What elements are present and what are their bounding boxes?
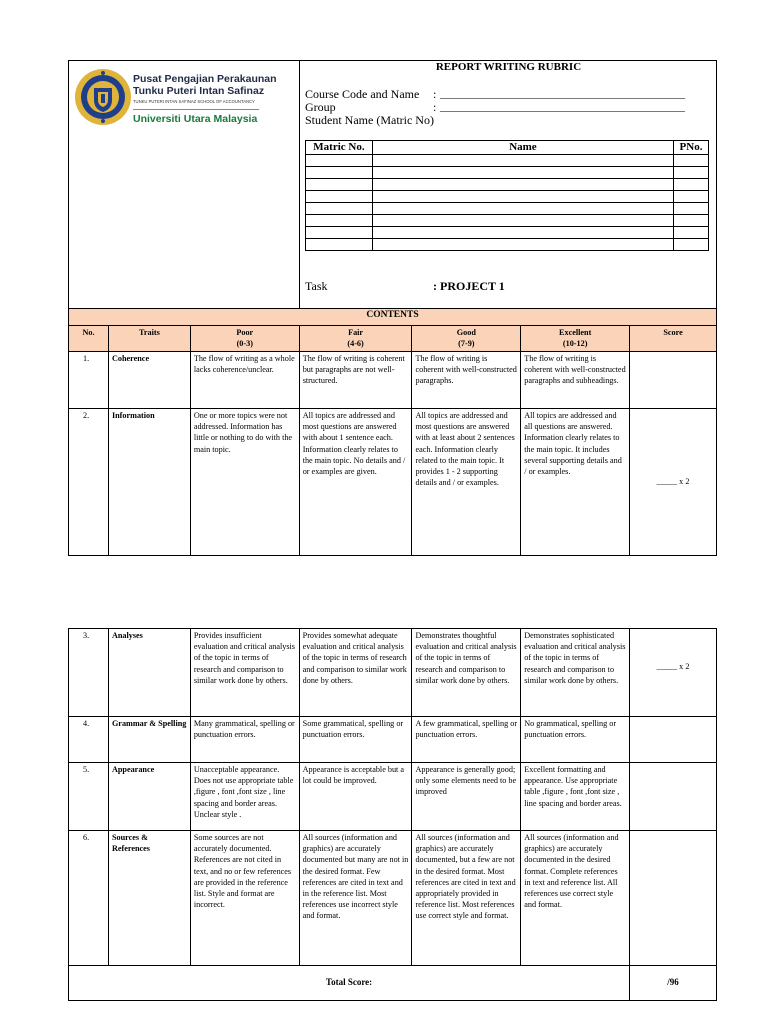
- fair-label: Fair: [348, 328, 364, 337]
- logo-line-3: TUNKU PUTERI INTAN SAFINAZ SCHOOL OF ACCOUNTANCY: [133, 99, 255, 104]
- score-cell[interactable]: [630, 352, 717, 409]
- poor-range: (0-3): [236, 339, 253, 349]
- col-poor: [190, 326, 299, 352]
- poor-cell: Unacceptable appearance. Does not use appropriate table ,figure , font ,font size , line spacing and border areas. Unclear style .: [190, 763, 299, 831]
- good-label: Good: [456, 328, 476, 337]
- fair-cell: Provides somewhat adequate evaluation and critical analysis of the topic in terms of research and comparison to similar work done by others.: [299, 629, 412, 717]
- trait-name: Appearance: [108, 763, 190, 831]
- col-no: No.: [69, 326, 109, 352]
- total-value[interactable]: /96: [630, 966, 717, 1001]
- university-logo: [74, 64, 132, 130]
- good-cell: All topics are addressed and most questions are answered with at least about 2 sentences each. Information clearly related to the main topic. It provides 1 - 2 supporting details and / or examples.: [412, 409, 521, 556]
- name-header: Name: [372, 141, 673, 155]
- uum-crest-icon: [74, 64, 132, 130]
- poor-cell: The flow of writing as a whole lacks coherence/unclear.: [190, 352, 299, 409]
- poor-label: Poor: [236, 328, 254, 337]
- total-row: [69, 966, 717, 1001]
- excellent-label: Excellent: [559, 328, 592, 337]
- matric-row[interactable]: [306, 203, 709, 215]
- page-title: REPORT WRITING RUBRIC: [435, 61, 582, 73]
- trait-name: Coherence: [108, 352, 190, 409]
- group-label: Group: [305, 100, 336, 114]
- good-cell: A few grammatical, spelling or punctuation errors.: [412, 717, 521, 763]
- logo-line-2: Tunku Puteri Intan Safinaz: [133, 85, 265, 97]
- group-blank[interactable]: _________________________________________________: [440, 102, 685, 113]
- course-colon: :: [433, 87, 437, 101]
- matric-table: [305, 140, 709, 251]
- table-row: [69, 763, 717, 831]
- col-excellent: [521, 326, 630, 352]
- excellent-cell: All sources (information and graphics) are accurately documented in the desired format. Complete references in text and reference list. All references use correct style and format.: [521, 831, 630, 966]
- matric-row[interactable]: [306, 227, 709, 239]
- matric-row[interactable]: [306, 167, 709, 179]
- excellent-range: (10-12): [562, 339, 588, 349]
- matric-header: Matric No.: [306, 141, 373, 155]
- rubric-table-page2: [68, 628, 717, 1001]
- col-good: [412, 326, 521, 352]
- group-colon: :: [433, 100, 437, 114]
- section-header: CONTENTS: [69, 309, 717, 326]
- row-number: 5.: [69, 763, 109, 831]
- table-row: [69, 629, 717, 717]
- matric-row[interactable]: [306, 179, 709, 191]
- score-cell[interactable]: _____ x 2: [630, 629, 717, 717]
- col-traits: Traits: [108, 326, 190, 352]
- poor-cell: Some sources are not accurately documented. References are not cited in text, and no or few references are provided in the reference list. Style and format are incorrect.: [190, 831, 299, 966]
- fair-range: (4-6): [347, 339, 364, 349]
- matric-row[interactable]: [306, 215, 709, 227]
- col-fair: [299, 326, 412, 352]
- course-blank[interactable]: _________________________________________________: [440, 89, 685, 100]
- col-score: Score: [630, 326, 717, 352]
- poor-cell: One or more topics were not addressed. Information has little or nothing to do with the main topic.: [190, 409, 299, 556]
- fair-cell: Some grammatical, spelling or punctuation errors.: [299, 717, 412, 763]
- logo-line-4: Universiti Utara Malaysia: [133, 113, 258, 125]
- fair-cell: All topics are addressed and most questions are answered with about 1 sentence each. Information clearly relates to the main topic. No details and / or examples are given.: [299, 409, 412, 556]
- score-cell[interactable]: [630, 831, 717, 966]
- excellent-cell: Demonstrates sophisticated evaluation and critical analysis of the topic in terms of research and comparison to similar work done by others.: [521, 629, 630, 717]
- course-label: Course Code and Name: [305, 87, 420, 101]
- row-number: 6.: [69, 831, 109, 966]
- matric-row[interactable]: [306, 239, 709, 251]
- score-cell[interactable]: [630, 763, 717, 831]
- row-number: 1.: [69, 352, 109, 409]
- good-cell: Appearance is generally good; only some elements need to be improved: [412, 763, 521, 831]
- table-row: [69, 717, 717, 763]
- table-row: [69, 831, 717, 966]
- pno-header: PNo.: [674, 141, 709, 155]
- table-row: [69, 352, 717, 409]
- row-number: 3.: [69, 629, 109, 717]
- poor-cell: Provides insufficient evaluation and critical analysis of the topic in terms of research and comparison to similar work done by others.: [190, 629, 299, 717]
- trait-name: Sources & References: [108, 831, 190, 966]
- good-cell: All sources (information and graphics) are accurately documented, but a few are not in the desired format. Most references are cited in text and appropriately provided in reference list. Most references use correct style and format.: [412, 831, 521, 966]
- rubric-table-page1: [68, 308, 717, 556]
- row-number: 4.: [69, 717, 109, 763]
- trait-name: Analyses: [108, 629, 190, 717]
- fair-cell: The flow of writing is coherent but paragraphs are not well-structured.: [299, 352, 412, 409]
- task-label: Task: [305, 279, 328, 293]
- excellent-cell: Excellent formatting and appearance. Use appropriate table ,figure , font ,font size , line spacing and border areas.: [521, 763, 630, 831]
- matric-row[interactable]: [306, 191, 709, 203]
- row-number: 2.: [69, 409, 109, 556]
- score-cell[interactable]: [630, 717, 717, 763]
- header-divider: [299, 60, 300, 309]
- trait-name: Grammar & Spelling: [108, 717, 190, 763]
- poor-cell: Many grammatical, spelling or punctuation errors.: [190, 717, 299, 763]
- logo-line-1: Pusat Pengajian Perakaunan: [133, 73, 277, 85]
- excellent-cell: The flow of writing is coherent with well-constructed paragraphs and subheadings.: [521, 352, 630, 409]
- student-label: Student Name (Matric No): [305, 113, 434, 127]
- logo-rule: [133, 109, 259, 110]
- matric-row[interactable]: [306, 155, 709, 167]
- fair-cell: All sources (information and graphics) are accurately documented but many are not in the desired format. Few references are cited in text and in the reference list. Most references use incorrect style and format.: [299, 831, 412, 966]
- good-cell: The flow of writing is coherent with well-constructed paragraphs.: [412, 352, 521, 409]
- trait-name: Information: [108, 409, 190, 556]
- excellent-cell: No grammatical, spelling or punctuation errors.: [521, 717, 630, 763]
- table-row: [69, 409, 717, 556]
- score-cell[interactable]: _____ x 2: [630, 409, 717, 556]
- task-value: : PROJECT 1: [433, 279, 505, 293]
- good-cell: Demonstrates thoughtful evaluation and critical analysis of the topic in terms of research and comparison to similar work done by others.: [412, 629, 521, 717]
- fair-cell: Appearance is acceptable but a lot could be improved.: [299, 763, 412, 831]
- good-range: (7-9): [458, 339, 475, 349]
- excellent-cell: All topics are addressed and all questions are answered. Information clearly relates to the main topic. It includes several supporting details and / or examples.: [521, 409, 630, 556]
- total-label: Total Score:: [69, 966, 630, 1001]
